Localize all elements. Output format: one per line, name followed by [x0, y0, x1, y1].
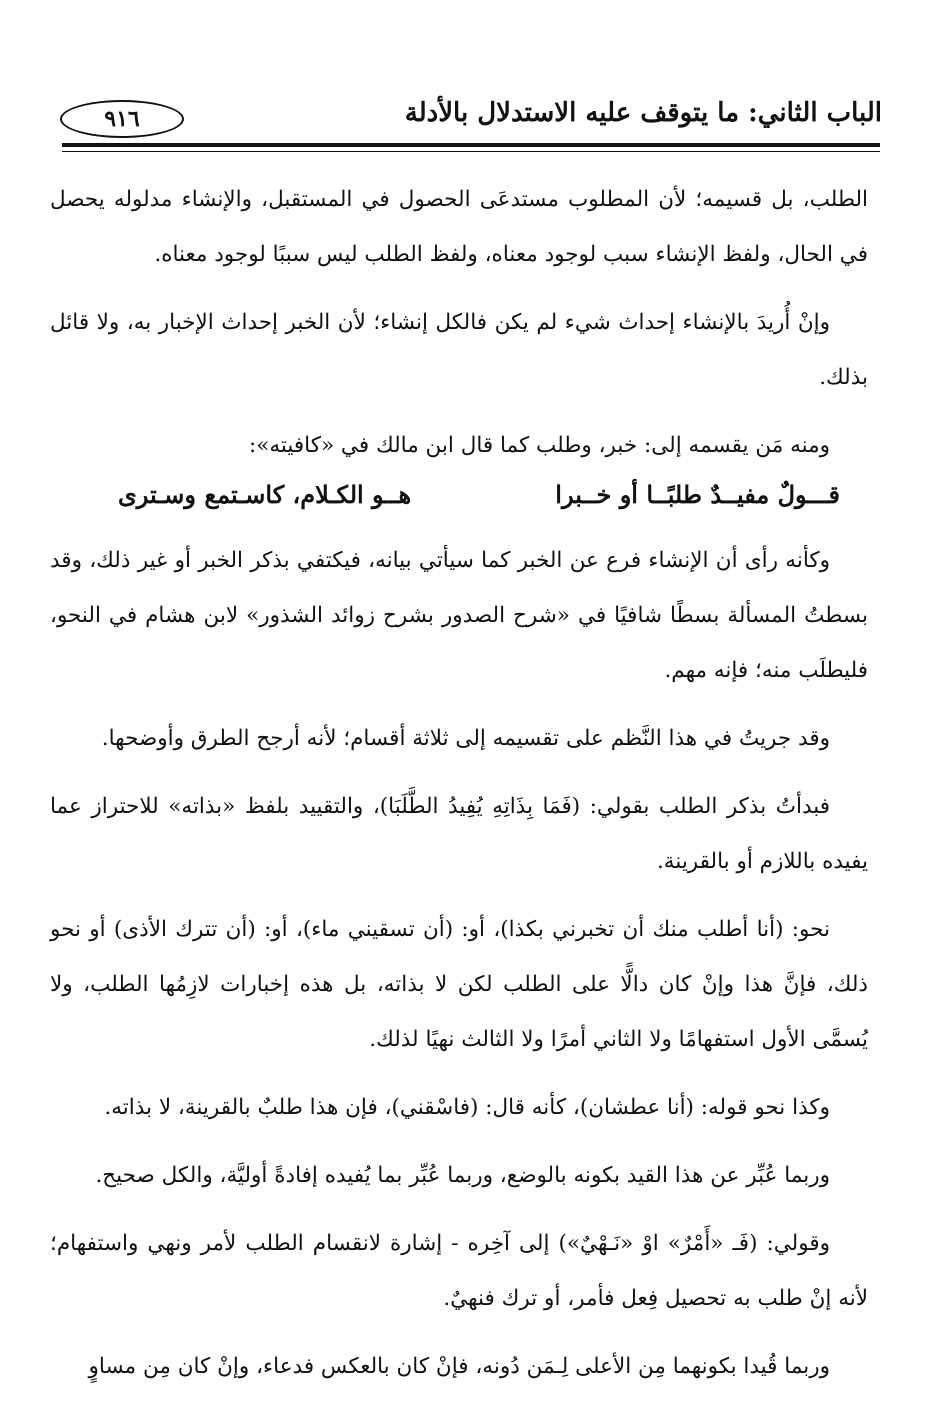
- page-number: ٩١٦: [60, 100, 184, 138]
- paragraph-4: وكأنه رأى أن الإنشاء فرع عن الخبر كما سيأتي بيانه، فيكتفي بذكر الخبر أو غير ذلك، وقد بسطتُ المسألة بسطًا شافيًا في «شرح الصدور بشرح زوائد الشذور» لابن هشام في النحو، فليطلَب منه؛ فإنه مهم.: [50, 548, 868, 683]
- paragraph-5: وقد جريتُ في هذا النَّظم على تقسيمه إلى ثلاثة أقسام؛ لأنه أرجح الطرق وأوضحها.: [101, 726, 830, 751]
- paragraph-7: نحو: (أنا أطلب منك أن تخبرني بكذا)، أو: (أن تسقيني ماء)، أو: (أن تترك الأذى) أو نحو ذلك، فإنَّ هذا وإنْ كان دالًّا على الطلب لكن لا بذاته، بل هذه إخبارات لازِمُها الطلب، ولا يُسمَّى الأول استفهامًا ولا الثاني أمرًا ولا الثالث نهيًا لذلك.: [50, 917, 868, 1052]
- running-title: الباب الثاني: ما يتوقف عليه الاستدلال بالأدلة: [404, 98, 882, 128]
- paragraph-2: وإنْ أُريدَ بالإنشاء إحداث شيء لم يكن فالكل إنشاء؛ لأن الخبر إحداث الإخبار به، ولا قائل بذلك.: [50, 310, 868, 390]
- paragraph-10: وقولي: (فَـ «أَمْرٌ» اوْ «نَـهْيٌ») إلى آخِره - إشارة لانقسام الطلب لأمر ونهي واستفهام؛ لأنه إنْ طلب به تحصيل فِعل فأمر، أو ترك فنهيٌ.: [50, 1231, 868, 1311]
- paragraph-6: فبدأتُ بذكر الطلب بقولي: (فَمَا بِذَاتِهِ يُفِيدُ الطَّلَبَا)، والتقييد بلفظ «بذاته» للاحتراز عما يفيده باللازم أو بالقرينة.: [50, 794, 868, 874]
- verse-second-hemistich: هــو الكـلام، كاسـتمع وسـترى: [118, 480, 412, 509]
- paragraph-1: الطلب، بل قسيمه؛ لأن المطلوب مستدعَى الحصول في المستقبل، والإنشاء مدلوله يحصل في الحال، ولفظ الإنشاء سبب لوجود معناه، ولفظ الطلب ليس سببًا لوجود معناه.: [50, 187, 868, 267]
- header-rule-thin: [62, 151, 880, 152]
- page-header: [46, 96, 882, 144]
- verse-line: [50, 471, 868, 519]
- paragraph-3: ومنه مَن يقسمه إلى: خبر، وطلب كما قال ابن مالك في «كافيته»:: [248, 433, 830, 458]
- paragraph-11: وربما قُيدا بكونهما مِن الأعلى لِـمَن دُونه، فإنْ كان بالعكس فدعاء، وإنْ كان مِن مساوٍ: [88, 1354, 830, 1379]
- body-text: [50, 172, 868, 1407]
- paragraph-9: وربما عُبِّر عن هذا القيد بكونه بالوضع، وربما عُبِّر بما يُفيده إفادةً أوليَّة، والكل صحيح.: [95, 1163, 830, 1188]
- verse-first-hemistich: قـــولٌ مفيــدٌ طلبًــا أو خــبرا: [555, 480, 840, 509]
- header-rule-thick: [62, 143, 880, 147]
- paragraph-8: وكذا نحو قوله: (أنا عطشان)، كأنه قال: (فاسْقني)، فإن هذا طلبٌ بالقرينة، لا بذاته.: [104, 1095, 830, 1120]
